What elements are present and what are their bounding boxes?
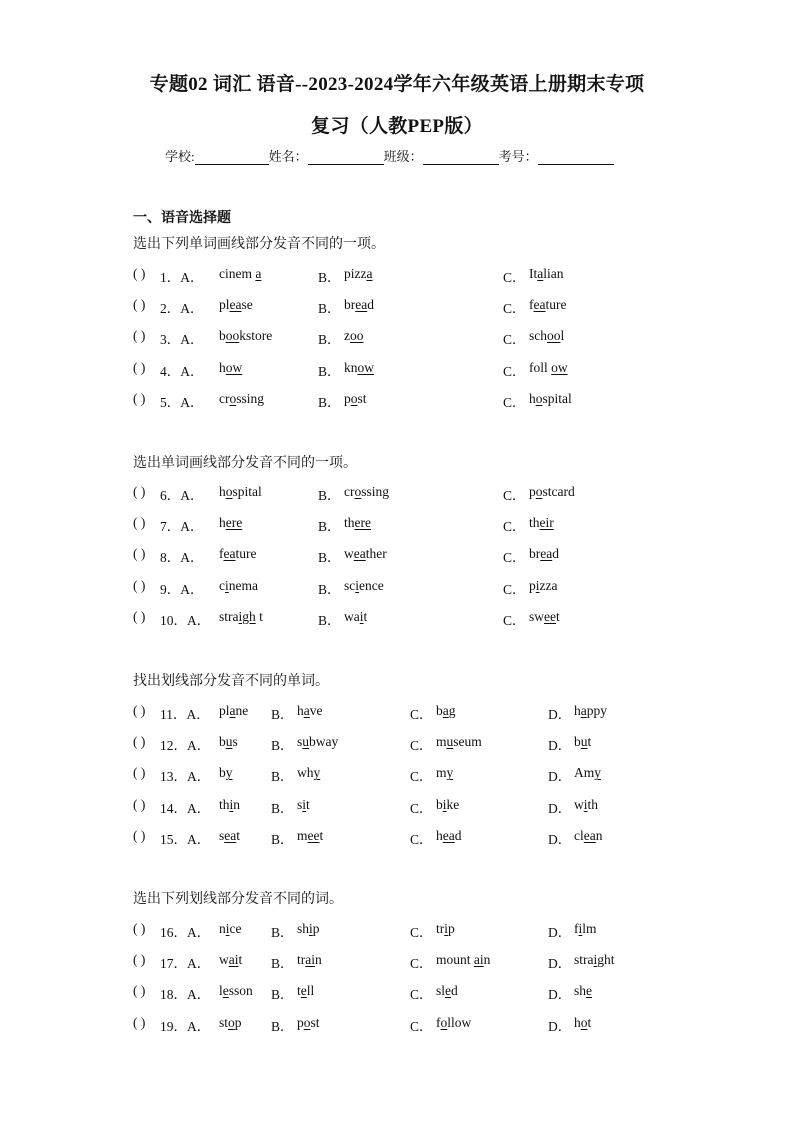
question-row	[133, 546, 693, 566]
option-label: D．	[548, 956, 572, 972]
question-row	[133, 1015, 693, 1035]
option-label: B．	[271, 987, 294, 1003]
option-word: plane	[219, 703, 249, 718]
option-label: C．	[410, 1018, 433, 1034]
option-word: sled	[436, 983, 458, 999]
question-row	[133, 797, 693, 817]
underlined-letters: eir	[539, 515, 554, 531]
option-label: C．	[503, 550, 526, 566]
answer-blank[interactable]: ( )	[133, 266, 146, 281]
question-row	[133, 609, 693, 629]
answer-blank[interactable]: ( )	[133, 983, 146, 999]
question-row	[133, 921, 693, 941]
option-word: feature	[219, 546, 257, 562]
option-word: bread	[344, 297, 374, 313]
underlined-letters: ea	[533, 297, 546, 313]
underlined-letters: y	[594, 765, 601, 781]
option-word: know	[344, 359, 374, 375]
option-word: bag	[436, 703, 456, 718]
underlined-letters: i	[578, 921, 583, 936]
underlined-letters: ow	[357, 359, 374, 375]
question-number: 5．A．	[160, 394, 204, 410]
underlined-letters: ere	[225, 515, 243, 531]
option-word: wait	[219, 952, 243, 968]
option-word: straight	[574, 952, 615, 968]
option-label: B．	[271, 956, 294, 972]
question-row	[133, 328, 693, 348]
underlined-letters: u	[225, 734, 233, 750]
group-instruction: 找出划线部分发音不同的单词。	[133, 674, 329, 689]
question-row	[133, 828, 693, 848]
option-label: B．	[318, 363, 341, 379]
answer-blank[interactable]: ( )	[133, 608, 146, 624]
answer-blank[interactable]: ( )	[133, 921, 146, 936]
option-label: B．	[271, 800, 294, 816]
student-info-row	[165, 146, 614, 165]
school-label: 学校:	[165, 149, 195, 164]
question-row	[133, 391, 693, 411]
underlined-letters: i	[302, 796, 307, 812]
underlined-letters: i	[309, 921, 313, 936]
underlined-letters: a	[537, 266, 544, 281]
option-label: D．	[548, 738, 572, 754]
option-word: feature	[529, 297, 567, 313]
option-word: tell	[297, 983, 315, 999]
option-label: B．	[318, 301, 341, 317]
question-number: 10．A．	[160, 612, 211, 628]
option-word: crossing	[344, 484, 390, 499]
option-label: D．	[548, 925, 572, 940]
question-number: 15．A．	[160, 831, 211, 847]
group-instruction: 选出单词画线部分发音不同的一项。	[133, 456, 357, 471]
option-word: straigh t	[219, 608, 263, 624]
option-label: C．	[503, 301, 526, 317]
option-word: sit	[297, 796, 310, 812]
underlined-letters: i	[442, 796, 447, 812]
underlined-letters: ee	[307, 827, 320, 843]
option-word: hospital	[219, 484, 262, 499]
underlined-letters: ea	[229, 297, 242, 313]
question-row	[133, 578, 693, 598]
group-instruction: 选出下列划线部分发音不同的词。	[133, 892, 343, 907]
option-word: their	[529, 515, 554, 531]
underlined-letters: ere	[354, 515, 371, 531]
exam-number-field[interactable]	[538, 150, 614, 165]
option-label: D．	[548, 831, 572, 847]
underlined-letters: ea	[540, 546, 553, 562]
option-word: foll ow	[529, 359, 568, 375]
underlined-letters: i	[535, 577, 540, 593]
option-word: by	[219, 765, 233, 781]
answer-blank[interactable]: ( )	[133, 765, 146, 781]
underlined-letters: ow	[225, 359, 243, 375]
option-label: B．	[318, 488, 341, 503]
school-field[interactable]	[195, 150, 269, 165]
option-label: D．	[548, 1018, 572, 1034]
underlined-letters: e	[300, 983, 307, 999]
option-word: there	[344, 515, 371, 531]
option-label: C．	[503, 270, 526, 285]
option-label: B．	[318, 581, 341, 597]
option-word: why	[297, 765, 321, 781]
option-word: but	[574, 734, 592, 750]
option-label: B．	[271, 831, 294, 847]
option-label: C．	[410, 956, 433, 972]
answer-blank[interactable]: ( )	[133, 546, 146, 562]
option-label: C．	[410, 738, 433, 754]
underlined-letters: ea	[353, 546, 366, 562]
answer-blank[interactable]: ( )	[133, 484, 146, 499]
underlined-letters: i	[355, 577, 360, 593]
option-word: postcard	[529, 484, 575, 499]
question-number: 3．A．	[160, 332, 204, 348]
option-word: museum	[436, 734, 482, 750]
underlined-letters: y	[225, 765, 233, 781]
option-word: wait	[344, 608, 368, 624]
option-label: B．	[318, 550, 341, 566]
underlined-letters: i	[444, 921, 449, 936]
page-title-line1: 专题02 词汇 语音--2023-2024学年六年级英语上册期末专项	[149, 74, 645, 95]
answer-blank[interactable]: ( )	[133, 390, 146, 406]
option-label: C．	[410, 707, 433, 722]
option-label: B．	[318, 332, 341, 348]
underlined-letters: y	[313, 765, 321, 781]
option-label: C．	[503, 581, 526, 597]
underlined-letters: i	[229, 796, 234, 812]
option-label: B．	[318, 270, 341, 285]
underlined-letters: a	[442, 703, 449, 718]
section-title: 一、语音选择题	[133, 211, 231, 226]
answer-blank[interactable]: ( )	[133, 703, 146, 718]
question-row	[133, 360, 693, 380]
answer-blank[interactable]: ( )	[133, 734, 146, 750]
underlined-letters: o	[535, 484, 543, 499]
option-word: hot	[574, 1014, 592, 1030]
answer-blank[interactable]: ( )	[133, 328, 146, 344]
question-number: 11．A．	[160, 707, 210, 722]
answer-blank[interactable]: ( )	[133, 952, 146, 968]
option-word: post	[344, 390, 367, 406]
option-word: lesson	[219, 983, 253, 999]
option-label: B．	[271, 707, 294, 722]
option-word: meet	[297, 827, 324, 843]
question-row	[133, 983, 693, 1003]
underlined-letters: u	[580, 734, 588, 750]
option-word: seat	[219, 827, 241, 843]
option-word: zoo	[344, 328, 364, 344]
option-word: sweet	[529, 608, 560, 624]
question-number: 8．A．	[160, 550, 204, 566]
option-word: bookstore	[219, 328, 273, 344]
underlined-letters: o	[535, 390, 543, 406]
underlined-letters: ow	[551, 359, 568, 375]
question-row	[133, 484, 693, 504]
underlined-letters: oo	[547, 328, 561, 344]
exam-number-label: 考号：	[498, 149, 538, 164]
option-word: with	[574, 796, 599, 812]
option-word: how	[219, 359, 243, 375]
question-row	[133, 703, 693, 723]
option-word: train	[297, 952, 322, 968]
option-word: film	[574, 921, 597, 936]
option-label: C．	[410, 831, 433, 847]
underlined-letters: ai	[473, 952, 484, 968]
option-word: ship	[297, 921, 320, 936]
option-word: my	[436, 765, 454, 781]
underlined-letters: u	[302, 734, 310, 750]
underlined-letters: i	[593, 952, 598, 968]
option-word: bike	[436, 796, 460, 812]
answer-blank[interactable]: ( )	[133, 577, 146, 593]
answer-blank[interactable]: ( )	[133, 1014, 146, 1030]
option-word: trip	[436, 921, 455, 936]
question-number: 2．A．	[160, 301, 204, 317]
underlined-letters: o	[303, 1014, 311, 1030]
option-word: subway	[297, 734, 339, 750]
option-word: have	[297, 703, 323, 718]
underlined-letters: e	[222, 983, 229, 999]
answer-blank[interactable]: ( )	[133, 827, 146, 843]
option-label: B．	[271, 1018, 294, 1034]
question-number: 12．A．	[160, 738, 211, 754]
underlined-letters: y	[446, 765, 454, 781]
underlined-letters: o	[350, 390, 358, 406]
underlined-letters: u	[446, 734, 454, 750]
underlined-letters: o	[580, 1014, 588, 1030]
question-number: 9．A．	[160, 581, 204, 597]
option-label: C．	[503, 519, 526, 535]
option-label: B．	[271, 769, 294, 785]
underlined-letters: o	[440, 1014, 448, 1030]
option-label: B．	[271, 738, 294, 754]
question-number: 7．A．	[160, 519, 204, 535]
option-label: D．	[548, 800, 572, 816]
question-row	[133, 952, 693, 972]
option-word: cinema	[219, 577, 259, 593]
question-row	[133, 266, 693, 286]
option-label: D．	[548, 707, 572, 722]
option-word: mount ain	[436, 952, 491, 968]
underlined-letters: ee	[544, 608, 556, 624]
class-field[interactable]	[423, 150, 499, 165]
answer-blank[interactable]: ( )	[133, 297, 146, 313]
question-number: 17．A．	[160, 956, 211, 972]
question-number: 14．A．	[160, 800, 211, 816]
question-number: 6．A．	[160, 488, 204, 503]
question-row	[133, 297, 693, 317]
underlined-letters: i	[359, 608, 364, 624]
option-word: crossing	[219, 390, 265, 406]
underlined-letters: igh	[238, 608, 256, 624]
underlined-letters: a	[366, 266, 373, 281]
option-label: D．	[548, 987, 572, 1003]
answer-blank[interactable]: ( )	[133, 359, 146, 375]
underlined-letters: a	[255, 266, 262, 281]
page-title-line2: 复习（人教PEP版）	[311, 116, 483, 137]
option-label: C．	[503, 363, 526, 379]
underlined-letters: a	[229, 703, 236, 718]
underlined-letters: o	[229, 390, 237, 406]
option-label: C．	[410, 925, 433, 940]
underlined-letters: i	[583, 796, 588, 812]
underlined-letters: ea	[442, 827, 455, 843]
option-label: B．	[318, 519, 341, 535]
question-row	[133, 734, 693, 754]
option-label: C．	[503, 332, 526, 348]
option-word: school	[529, 328, 565, 344]
underlined-letters: oo	[225, 328, 240, 344]
name-label: 姓名：	[268, 149, 308, 164]
option-word: pizza	[529, 577, 558, 593]
option-label: B．	[318, 394, 341, 410]
question-row	[133, 765, 693, 785]
option-word: she	[574, 983, 593, 999]
option-word: post	[297, 1014, 320, 1030]
option-label: D．	[548, 769, 572, 785]
name-field[interactable]	[308, 150, 384, 165]
underlined-letters: ai	[228, 952, 239, 968]
underlined-letters: i	[225, 921, 230, 936]
option-word: happy	[574, 703, 607, 718]
underlined-letters: ea	[583, 827, 596, 843]
option-label: C．	[503, 488, 526, 503]
option-label: C．	[503, 394, 526, 410]
option-word: here	[219, 515, 243, 531]
question-number: 1．A．	[160, 270, 204, 285]
underlined-letters: ea	[355, 297, 368, 313]
option-label: C．	[410, 987, 433, 1003]
option-word: stop	[219, 1014, 242, 1030]
option-word: hospital	[529, 390, 572, 406]
question-number: 16．A．	[160, 925, 211, 940]
option-word: Italian	[529, 266, 564, 281]
option-word: weather	[344, 546, 387, 562]
option-word: bread	[529, 546, 559, 562]
underlined-letters: ea	[223, 546, 236, 562]
underlined-letters: a	[580, 703, 587, 718]
option-word: clean	[574, 827, 603, 843]
underlined-letters: ea	[224, 827, 237, 843]
option-word: Amy	[574, 765, 601, 781]
underlined-letters: i	[225, 577, 229, 593]
option-word: pizza	[344, 266, 373, 281]
underlined-letters: o	[354, 484, 362, 499]
option-word: please	[219, 297, 253, 313]
option-label: C．	[410, 769, 433, 785]
underlined-letters: o	[225, 484, 233, 499]
option-word: cinem a	[219, 266, 262, 281]
class-label: 班级：	[383, 149, 423, 164]
question-number: 19．A．	[160, 1018, 211, 1034]
option-word: bus	[219, 734, 238, 750]
option-label: B．	[271, 925, 294, 940]
option-label: B．	[318, 612, 341, 628]
underlined-letters: o	[228, 1014, 235, 1030]
option-word: thin	[219, 796, 241, 812]
option-label: C．	[503, 612, 526, 628]
option-word: head	[436, 827, 462, 843]
question-number: 13．A．	[160, 769, 211, 785]
option-word: nice	[219, 921, 242, 936]
underlined-letters: a	[303, 703, 310, 718]
question-number: 18．A．	[160, 987, 211, 1003]
answer-blank[interactable]: ( )	[133, 796, 146, 812]
underlined-letters: e	[586, 983, 593, 999]
underlined-letters: ai	[305, 952, 315, 968]
option-word: science	[344, 577, 384, 593]
answer-blank[interactable]: ( )	[133, 515, 146, 531]
question-number: 4．A．	[160, 363, 204, 379]
option-label: C．	[410, 800, 433, 816]
underlined-letters: e	[445, 983, 452, 999]
underlined-letters: oo	[350, 328, 364, 344]
group-instruction: 选出下列单词画线部分发音不同的一项。	[133, 237, 385, 252]
option-word: follow	[436, 1014, 472, 1030]
question-row	[133, 515, 693, 535]
